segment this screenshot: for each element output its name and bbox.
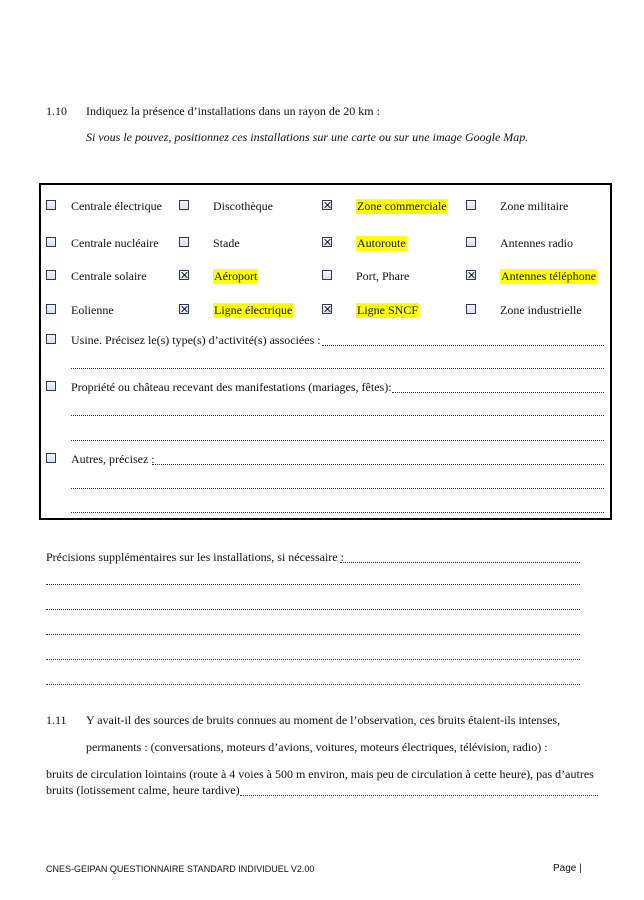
checkbox-eolienne[interactable] [46,304,56,314]
usine-line-2[interactable] [71,368,604,369]
precisions-line-2[interactable] [46,584,580,585]
label-zone-commerciale: Zone commerciale [357,199,447,213]
checkbox-aeroport[interactable] [179,270,189,280]
checkbox-discotheque[interactable] [179,200,189,210]
autres-line-1[interactable] [152,464,604,465]
checkbox-centrale-nucleaire[interactable] [46,237,56,247]
checkbox-zone-industrielle[interactable] [466,304,476,314]
section-number: 1.10 [46,104,67,118]
checkbox-ligne-sncf[interactable] [322,304,332,314]
label-centrale-solaire: Centrale solaire [71,269,147,283]
precisions-line-4[interactable] [46,634,580,635]
label-centrale-nucleaire: Centrale nucléaire [71,236,159,250]
precisions-label: Précisions supplémentaires sur les installations, si nécessaire : [46,550,344,564]
checkbox-antennes-radio[interactable] [466,237,476,247]
propriete-line-1[interactable] [392,392,604,393]
footer-doc-title: CNES-GEIPAN QUESTIONNAIRE STANDARD INDIVIDUEL V2.00 [46,864,315,874]
label-eolienne: Eolienne [71,303,114,317]
label-ligne-sncf: Ligne SNCF [357,303,419,317]
precisions-line-3[interactable] [46,609,580,610]
label-zone-industrielle: Zone industrielle [500,303,582,317]
label-centrale-electrique: Centrale électrique [71,199,162,213]
label-stade: Stade [213,236,240,250]
autres-line-3[interactable] [71,512,604,513]
label-port-phare: Port, Phare [356,269,410,283]
label-autoroute: Autoroute [357,236,406,250]
label-antennes-radio: Antennes radio [500,236,573,250]
propriete-checkbox[interactable] [46,381,56,391]
section-111-answer-1: bruits de circulation lointains (route à 4 voies à 500 m environ, mais peu de circulation à cette heure), pas d’autres [46,767,594,781]
usine-line-1[interactable] [322,345,604,346]
section-111-question-2: permanents : (conversations, moteurs d’avions, voitures, moteurs électriques, télévision, radio) : [86,740,548,754]
checkbox-centrale-solaire[interactable] [46,270,56,280]
checkbox-zone-militaire[interactable] [466,200,476,210]
label-discotheque: Discothèque [213,199,273,213]
checkbox-ligne-electrique[interactable] [179,304,189,314]
section-111-answer-line[interactable] [240,795,598,796]
checkbox-port-phare[interactable] [322,270,332,280]
section-111-number: 1.11 [46,713,67,727]
precisions-line-1[interactable] [340,562,580,563]
checkbox-autoroute[interactable] [322,237,332,247]
autres-label: Autres, précisez : [71,452,155,466]
precisions-line-6[interactable] [46,684,580,685]
propriete-line-2[interactable] [71,415,604,416]
label-ligne-electrique: Ligne électrique [214,303,293,317]
section-title: Indiquez la présence d’installations dans un rayon de 20 km : [86,104,380,118]
section-subtitle: Si vous le pouvez, positionnez ces installations sur une carte ou sur une image Google Map. [86,130,529,144]
checkbox-antennes-telephone[interactable] [466,270,476,280]
section-111-answer-2: bruits (lotissement calme, heure tardive) [46,783,240,797]
footer-page: Page | [553,863,582,874]
usine-checkbox[interactable] [46,334,56,344]
checkbox-stade[interactable] [179,237,189,247]
label-zone-militaire: Zone militaire [500,199,569,213]
propriete-label: Propriété ou château recevant des manifestations (mariages, fêtes): [71,380,392,394]
label-aeroport: Aéroport [214,269,258,283]
checkbox-centrale-electrique[interactable] [46,200,56,210]
installations-box [39,183,612,520]
autres-checkbox[interactable] [46,453,56,463]
section-111-question-1: Y avait-il des sources de bruits connues au moment de l’observation, ces bruits étaient-ils intenses, [86,713,561,727]
usine-label: Usine. Précisez le(s) type(s) d’activité(s) associées : [71,333,321,347]
precisions-line-5[interactable] [46,659,580,660]
propriete-line-3[interactable] [71,440,604,441]
label-antennes-telephone: Antennes téléphone [501,269,596,283]
checkbox-zone-commerciale[interactable] [322,200,332,210]
autres-line-2[interactable] [71,488,604,489]
